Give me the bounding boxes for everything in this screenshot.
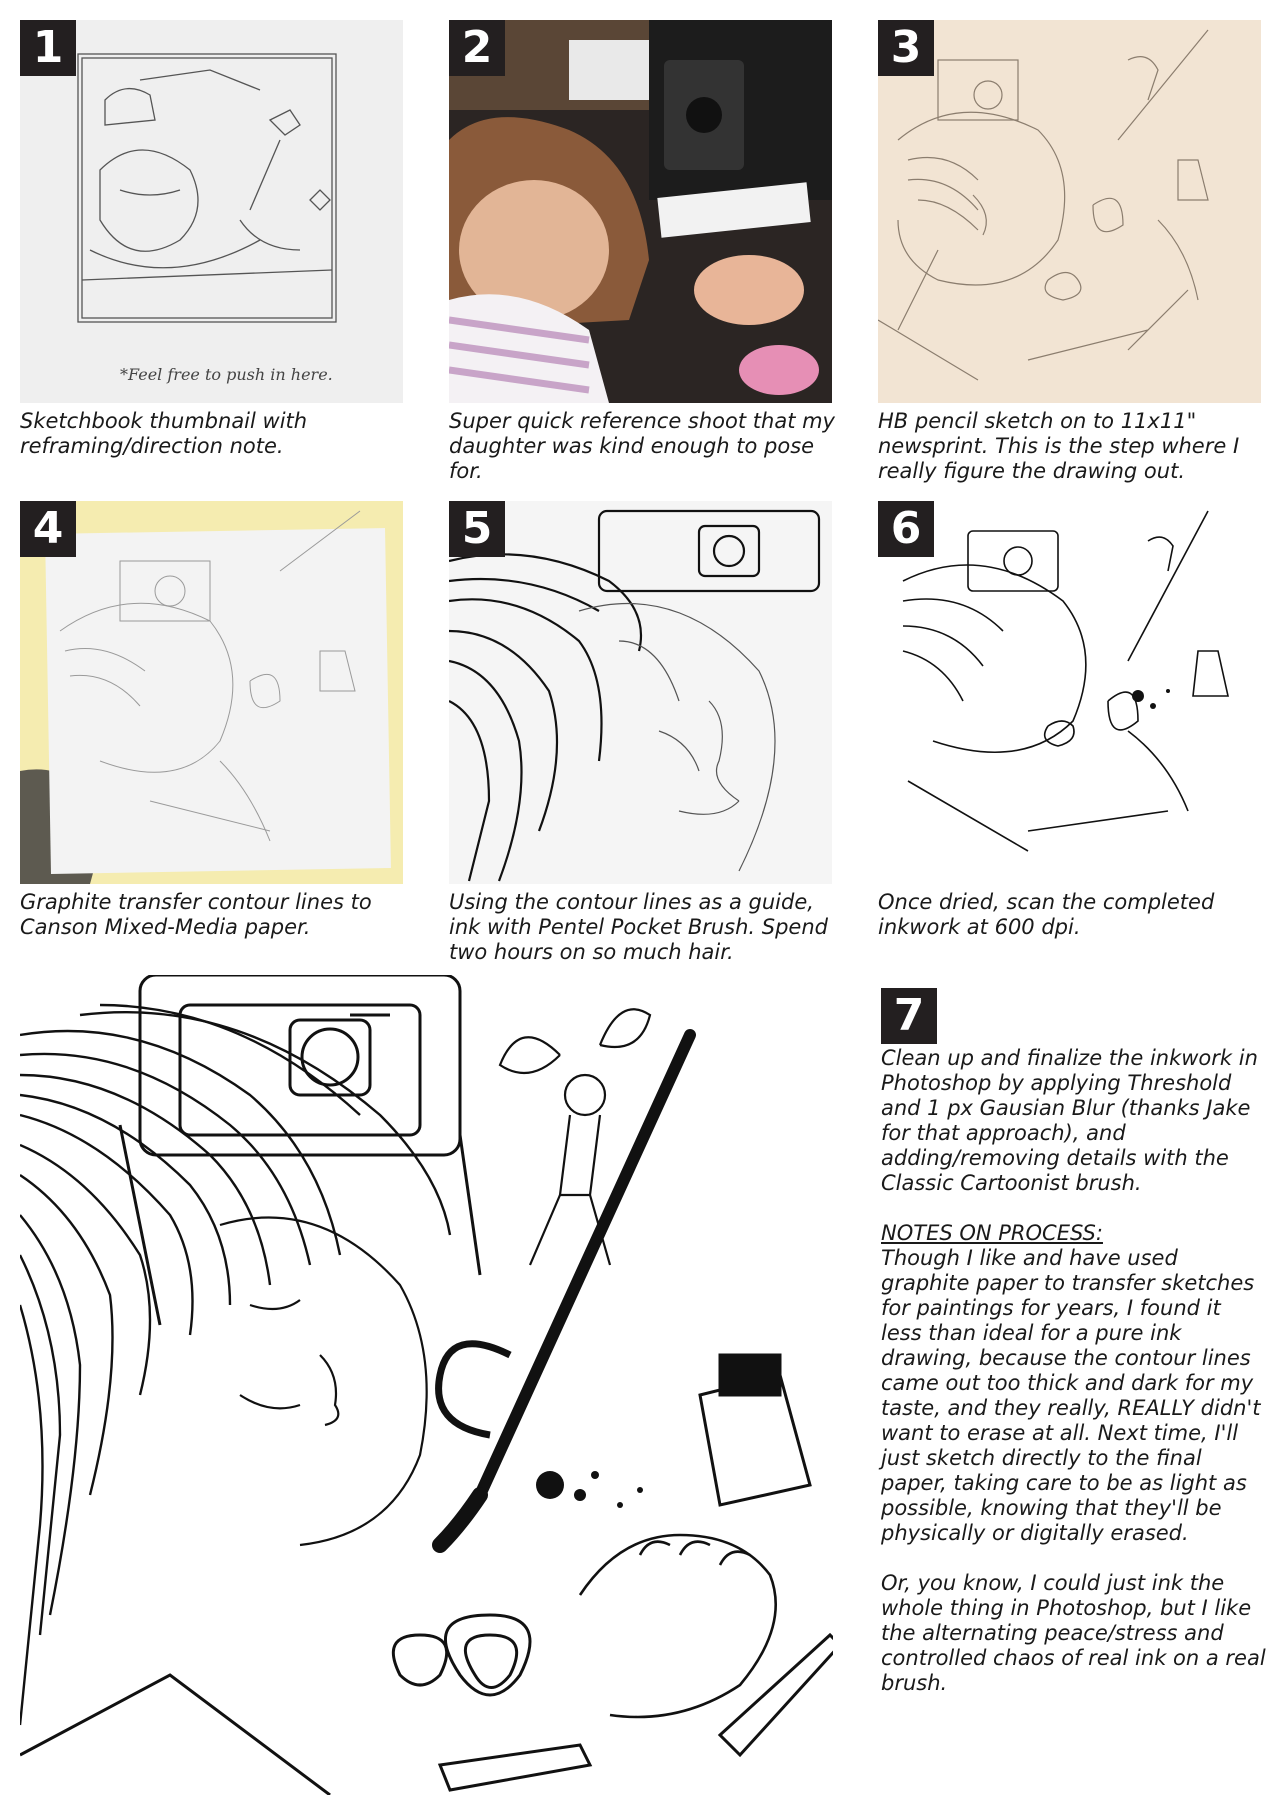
step-5-ink-in-progress xyxy=(449,501,832,884)
step-4-label: 4 xyxy=(20,501,76,557)
ink-progress-drawing xyxy=(449,501,832,884)
step-2-reference-photo xyxy=(449,20,832,403)
step-1-caption: Sketchbook thumbnail with reframing/direction note. xyxy=(20,409,308,458)
thumbnail-handwritten-note: *Feel free to push in here. xyxy=(120,365,333,384)
step-3-caption: HB pencil sketch on to 11x11" newsprint. This is the step where I really figure the drawing out. xyxy=(878,409,1240,483)
notes-body: Though I like and have used graphite paper to transfer sketches for paintings for years, I found it less than ideal for a pure ink drawing, because the contour lines came out too thick and dark for my taste, and they really, REALLY didn't want to erase at all. Next time, I'll just sketch directly to the final paper, taking care to be as light as possible, knowing that they'll be physically or digitally erased. xyxy=(881,1246,1261,1545)
notes-closing: Or, you know, I could just ink the whole thing in Photoshop, but I like the alternating peace/stress and controlled chaos of real ink on a real brush. xyxy=(881,1571,1266,1695)
pencil-sketch-drawing xyxy=(878,20,1261,403)
step-3-label: 3 xyxy=(878,20,934,76)
scanned-inkwork-drawing xyxy=(878,501,1261,884)
reference-photo-image xyxy=(449,20,832,403)
step-5-label: 5 xyxy=(449,501,505,557)
step-2-label: 2 xyxy=(449,20,505,76)
step-7-text-block xyxy=(881,1046,1266,1696)
step-1-label: 1 xyxy=(20,20,76,76)
step-7-label: 7 xyxy=(881,988,937,1044)
step-7-description: Clean up and finalize the inkwork in Photoshop by applying Threshold and 1 px Gausian Blur (thanks Jake for that approach), and adding/removing details with the Classic Cartoonist brush. xyxy=(881,1046,1258,1195)
graphite-transfer-drawing xyxy=(20,501,403,884)
step-4-graphite-transfer xyxy=(20,501,403,884)
step-6-label: 6 xyxy=(878,501,934,557)
notes-heading: NOTES ON PROCESS: xyxy=(881,1221,1103,1245)
step-6-caption: Once dried, scan the completed inkwork at 600 dpi. xyxy=(878,890,1215,939)
step-1-thumbnail-image xyxy=(20,20,403,403)
thumbnail-sketch-drawing xyxy=(20,20,403,403)
step-4-caption: Graphite transfer contour lines to Canson Mixed-Media paper. xyxy=(20,890,372,939)
step-5-caption: Using the contour lines as a guide, ink with Pentel Pocket Brush. Spend two hours on so much hair. xyxy=(449,890,828,964)
step-3-pencil-sketch xyxy=(878,20,1261,403)
final-inkwork-image xyxy=(20,975,833,1795)
final-inkwork-drawing xyxy=(20,975,833,1795)
step-6-scanned-inkwork xyxy=(878,501,1261,884)
step-2-caption: Super quick reference shoot that my daughter was kind enough to pose for. xyxy=(449,409,835,483)
